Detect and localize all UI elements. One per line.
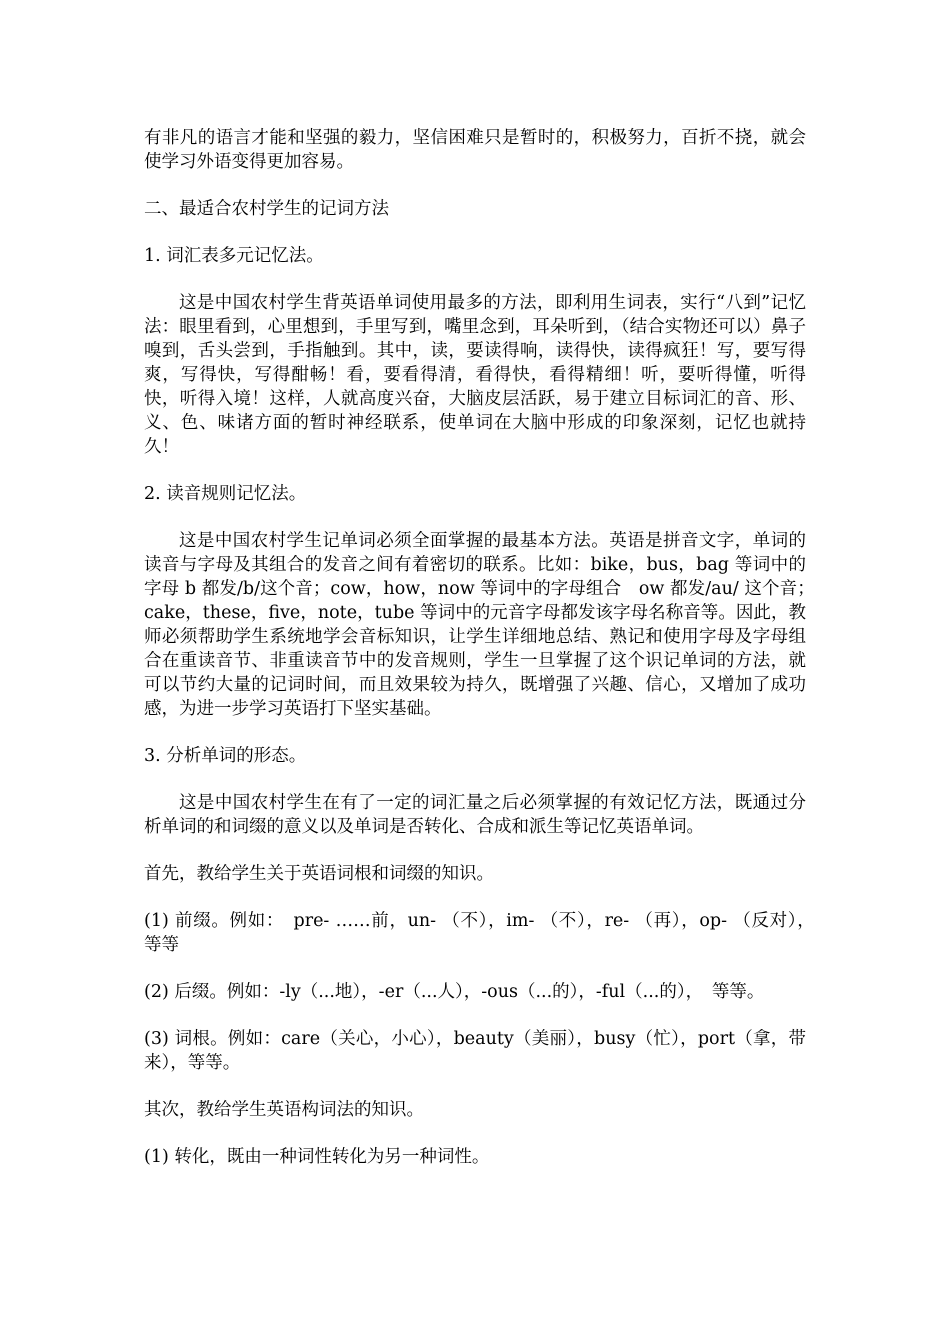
list-item-conversion: (1) 转化，既由一种词性转化为另一种词性。 (144, 1147, 490, 1167)
subheading-pronunciation-rules: 2. 读音规则记忆法。 (144, 484, 307, 504)
paragraph-word-formation-intro: 其次，教给学生英语构词法的知识。 (144, 1100, 424, 1120)
subheading-word-morphology: 3. 分析单词的形态。 (144, 746, 307, 766)
subheading-vocabulary-list-method: 1. 词汇表多元记忆法。 (144, 246, 324, 266)
list-item-prefix: (1) 前缀。例如： pre- ……前，un- （不），im- （不），re- （再），op- （反对）， 等等 (144, 911, 824, 955)
paragraph-intro-continuation: 有非凡的语言才能和坚强的毅力，坚信困难只是暂时的，积极努力，百折不挠，就会使学习外语变得更加容易。 (144, 128, 806, 172)
paragraph-vocabulary-list-method: 这是中国农村学生背英语单词使用最多的方法，即利用生词表，实行“八到”记忆法：眼里看到，心里想到，手里写到，嘴里念到，耳朵听到，（结合实物还可以）鼻子嗅到，舌头尝到，手指触到。其中，读，要读得响，读得快，读得疯狂！写，要写得爽，写得快，写得酣畅！看，要看得清，看得快，看得精细！听，要听得懂，听得快，听得入境！这样，人就高度兴奋，大脑皮层活跃，易于建立目标词汇的音、形、义、色、味诸方面的暂时神经联系，使单词在大脑中形成的印象深刻，记忆也就持久！ (144, 293, 806, 457)
paragraph-roots-affixes-intro: 首先，教给学生关于英语词根和词缀的知识。 (144, 864, 494, 884)
document-page (144, 126, 824, 1192)
paragraph-word-morphology: 这是中国农村学生在有了一定的词汇量之后必须掌握的有效记忆方法，既通过分析单词的和词缀的意义以及单词是否转化、合成和派生等记忆英语单词。 (144, 793, 806, 837)
section-heading-2: 二、最适合农村学生的记词方法 (144, 199, 389, 219)
paragraph-pronunciation-rules: 这是中国农村学生记单词必须全面掌握的最基本方法。英语是拼音文字，单词的读音与字母及其组合的发音之间有着密切的联系。比如：bike，bus，bag 等词中的字母 b 都发/b/这个音；cow，how，now 等词中的字母组合 ow 都发/au/ 这个音； cake，these，five，note，tube 等词中的元音字母都发该字母名称音等。因此，教师必须帮助学生系统地学会音标知识，让学生详细地总结、熟记和使用字母及字母组合在重读音节、非重读音节中的发音规则，学生一旦掌握了这个识记单词的方法，就可以节约大量的记词时间，而且效果较为持久，既增强了兴趣、信心，又增加了成功感，为进一步学习英语打下坚实基础。 (144, 531, 824, 719)
list-item-root: (3) 词根。例如：care（关心，小心），beauty（美丽），busy（忙），port（拿，带来），等等。 (144, 1029, 806, 1073)
list-item-suffix: (2) 后缀。例如：-ly（...地），-er（...人），-ous（...的），-ful（...的）， 等等。 (144, 982, 765, 1002)
